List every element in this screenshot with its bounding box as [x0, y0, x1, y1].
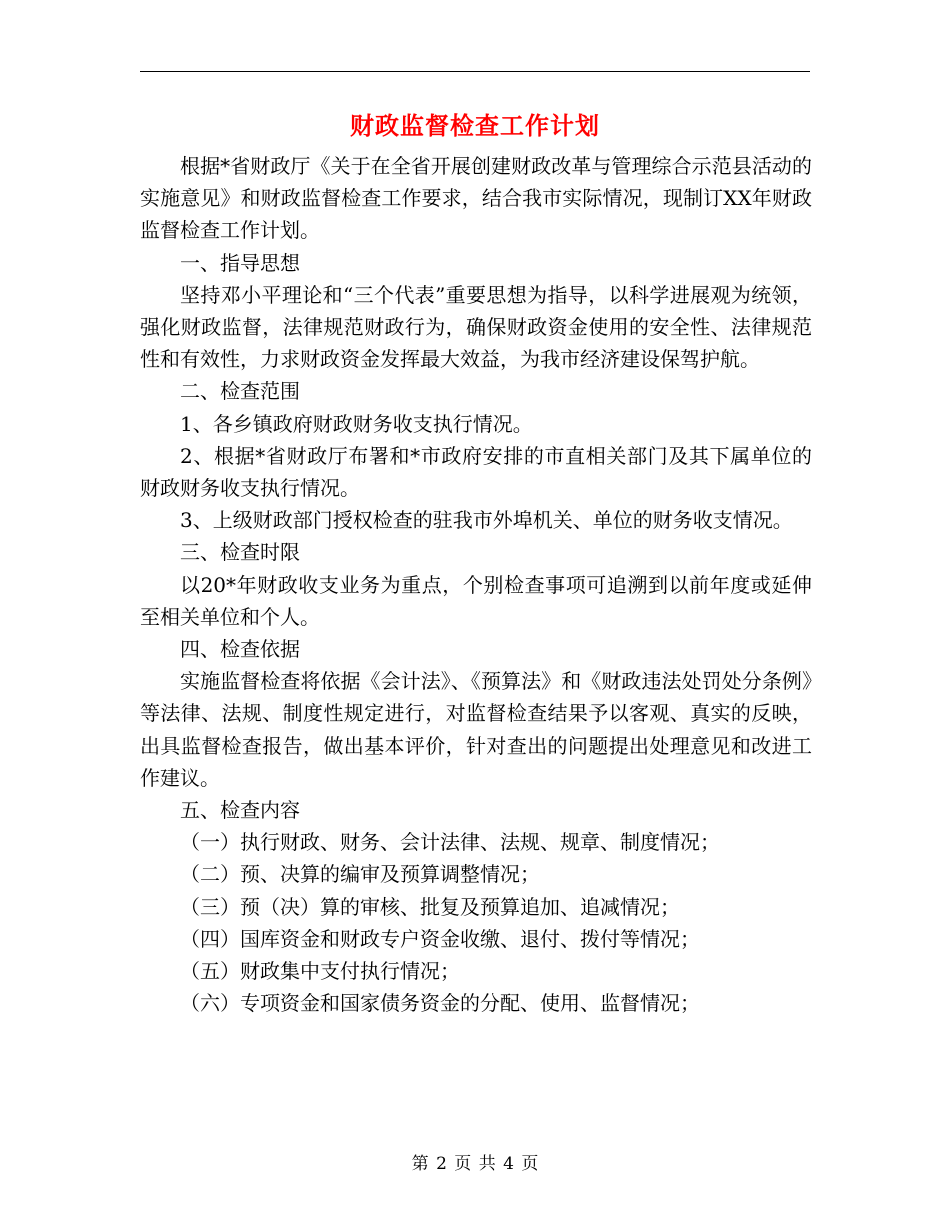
content-item-6: （六）专项资金和国家债务资金的分配、使用、监督情况； [180, 991, 700, 1016]
content-item-2: （二）预、决算的编审及预算调整情况； [180, 862, 540, 887]
content-item-4: （四）国库资金和财政专户资金收缴、退付、拨付等情况； [180, 926, 700, 951]
basis-paragraph: 实施监督检查将依据《会计法》、《预算法》和《财政违法处罚处分条例》等法律、法规、制度性规定进行，对监督检查结果予以客观、真实的反映，出具监督检查报告，做出基本评价，针对查出的问题提出处理意见和改进工作建议。 [140, 669, 812, 790]
section-heading-content: 五、检查内容 [180, 798, 300, 823]
guiding-ideology-paragraph: 坚持邓小平理论和“三个代表”重要思想为指导，以科学进展观为统领，强化财政监督，法律规范财政行为，确保财政资金使用的安全性、法律规范性和有效性，力求财政资金发挥最大效益，为我市经济建设保驾护航。 [140, 282, 812, 372]
document-body [140, 150, 812, 1019]
time-limit-paragraph: 以20*年财政收支业务为重点，个别检查事项可追溯到以前年度或延伸至相关单位和个人。 [140, 572, 812, 629]
section-heading-inspection-scope: 二、检查范围 [180, 379, 300, 404]
scope-item-1: 1、各乡镇政府财政财务收支执行情况。 [180, 411, 533, 436]
section-heading-basis: 四、检查依据 [180, 637, 300, 662]
header-rule [140, 71, 810, 72]
section-heading-guiding-ideology: 一、指导思想 [180, 250, 300, 275]
page-number-footer: 第 2 页 共 4 页 [411, 1154, 539, 1174]
section-heading-time-limit: 三、检查时限 [180, 540, 300, 565]
document-title: 财政监督检查工作计划 [350, 111, 600, 140]
content-item-1: （一）执行财政、财务、会计法律、法规、规章、制度情况； [180, 830, 720, 855]
scope-item-3: 3、上级财政部门授权检查的驻我市外埠机关、单位的财务收支情况。 [180, 508, 793, 533]
content-item-5: （五）财政集中支付执行情况； [180, 959, 460, 984]
intro-paragraph: 根据*省财政厅《关于在全省开展创建财政改革与管理综合示范县活动的实施意见》和财政监督检查工作要求，结合我市实际情况，现制订XX年财政监督检查工作计划。 [140, 154, 812, 243]
content-item-3: （三）预（决）算的审核、批复及预算追加、追减情况； [180, 894, 680, 919]
scope-item-2: 2、根据*省财政厅布署和*市政府安排的市直相关部门及其下属单位的财政财务收支执行情况。 [140, 443, 812, 501]
